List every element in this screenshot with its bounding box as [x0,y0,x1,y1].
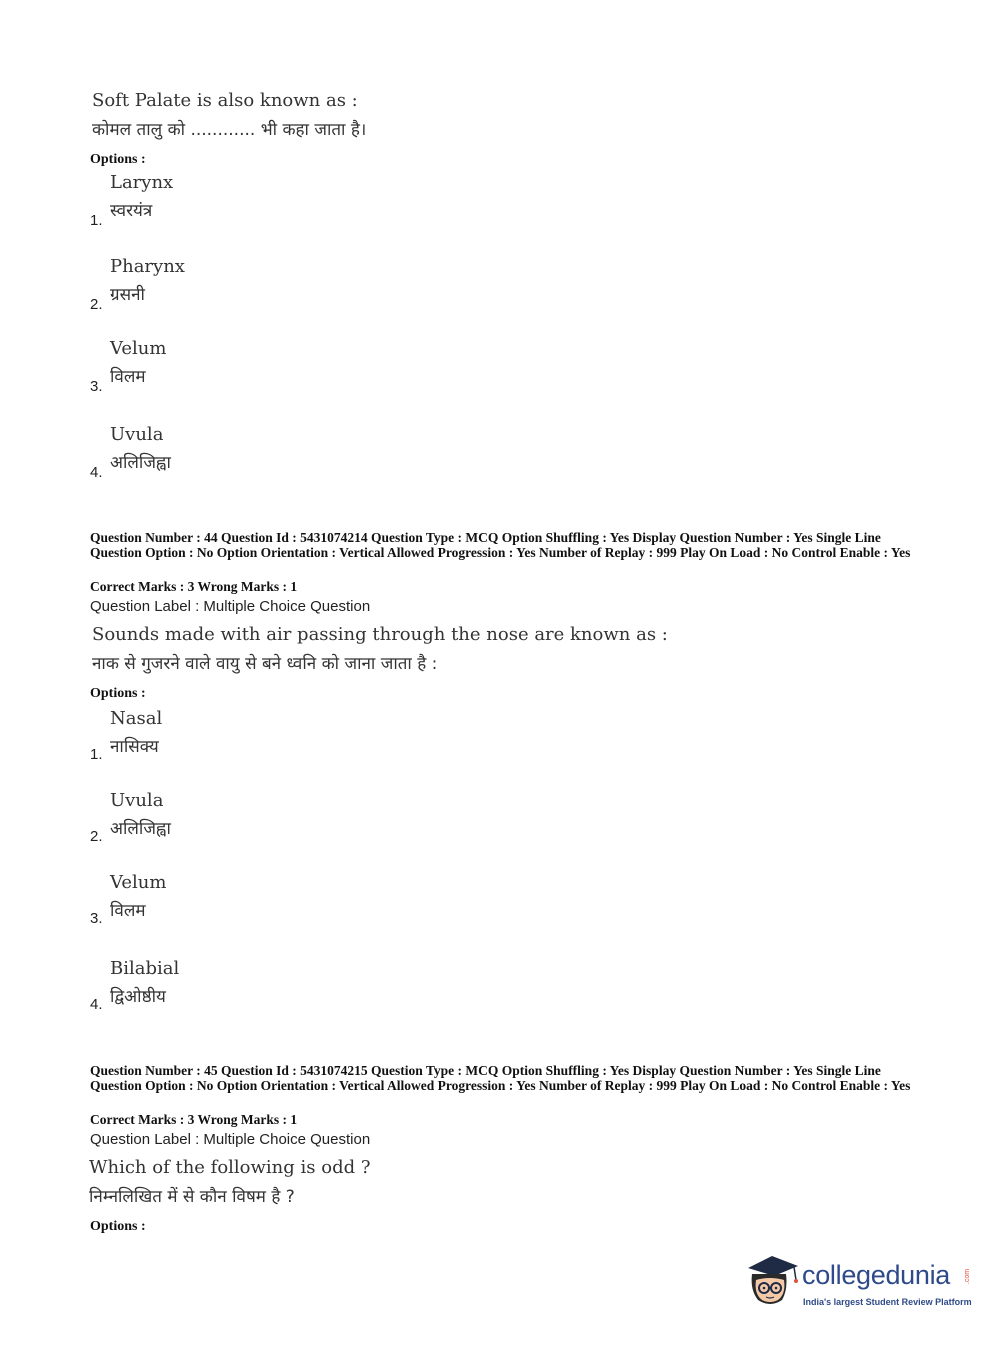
student-mascot-icon [742,1250,802,1310]
question-44-options-label: Options : [90,686,146,701]
option-text-hi: नासिक्य [110,737,159,757]
option-text-hi: विलम [110,901,146,921]
option-number: 4. [90,464,103,481]
question-44-text-en: Sounds made with air passing through the nose are known as : [92,624,668,645]
collegedunia-logo [742,1250,972,1316]
option-text-hi: ग्रसनी [110,285,145,305]
logo-tagline: India's largest Student Review Platform [803,1297,972,1307]
option-text-en: Nasal [110,708,163,729]
option-number: 2. [90,828,103,845]
option-number: 4. [90,996,103,1013]
question-44-option-1 [90,708,490,768]
question-45-options-label: Options : [90,1219,146,1234]
option-text-hi: विलम [110,367,146,387]
option-text-hi: अलिजिह्वा [110,453,171,473]
question-44-label: Question Label : Multiple Choice Question [90,598,371,615]
question-44-meta: Question Number : 44 Question Id : 5431074214 Question Type : MCQ Option Shuffling : Yes Display Question Number : Yes Single Line Question Option : No Option Orientation : Vertical Allowed Progression : Yes Number of Replay : 999 Play On Load : No Control Enable : Yes [90,530,911,560]
question-44-option-4 [90,958,490,1018]
option-text-en: Velum [110,338,167,359]
question-45-meta: Question Number : 45 Question Id : 5431074215 Question Type : MCQ Option Shuffling : Yes Display Question Number : Yes Single Line Question Option : No Option Orientation : Vertical Allowed Progression : Yes Number of Replay : 999 Play On Load : No Control Enable : Yes [90,1063,911,1093]
logo-suffix: .com [964,1268,972,1285]
option-text-hi: स्वरयंत्र [110,201,153,221]
question-43-option-2 [90,256,490,316]
option-text-en: Uvula [110,424,164,445]
question-44-text-hi: नाक से गुजरने वाले वायु से बने ध्वनि को जाना जाता है : [92,654,438,674]
question-45-label: Question Label : Multiple Choice Question [90,1131,371,1148]
option-text-en: Velum [110,872,167,893]
question-43-options-label: Options : [90,152,146,167]
option-text-en: Uvula [110,790,164,811]
logo-wordmark: collegedunia [802,1260,951,1290]
question-43-text-hi: कोमल तालु को ............ भी कहा जाता है। [92,120,367,140]
option-text-en: Larynx [110,172,174,193]
question-43-text-en: Soft Palate is also known as : [92,90,358,111]
question-44-option-2 [90,790,490,850]
option-text-en: Pharynx [110,256,185,277]
question-45-marks: Correct Marks : 3 Wrong Marks : 1 [90,1112,298,1127]
option-number: 3. [90,378,103,395]
question-44-option-3 [90,872,490,932]
question-43-option-4 [90,424,490,484]
option-number: 1. [90,212,103,229]
question-45-text-en: Which of the following is odd ? [89,1157,371,1178]
question-45-text-hi: निम्नलिखित में से कौन विषम है ? [89,1187,295,1207]
question-44-marks: Correct Marks : 3 Wrong Marks : 1 [90,579,298,594]
option-number: 3. [90,910,103,927]
question-43-option-3 [90,338,490,398]
question-43-option-1 [90,172,490,232]
option-number: 1. [90,746,103,763]
option-number: 2. [90,296,103,313]
option-text-hi: अलिजिह्वा [110,819,171,839]
option-text-en: Bilabial [110,958,180,979]
option-text-hi: द्विओष्ठीय [110,987,166,1007]
